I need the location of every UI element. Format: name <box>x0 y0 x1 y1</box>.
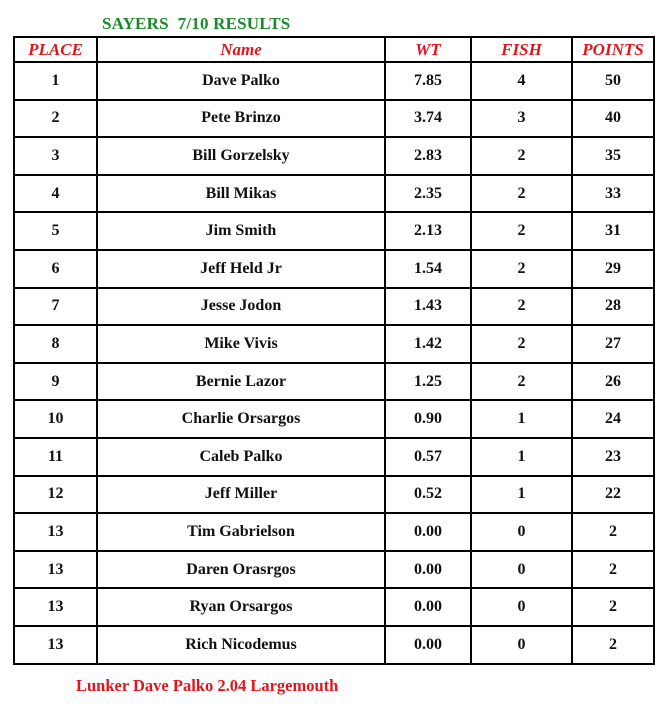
cell-place: 3 <box>14 137 97 175</box>
cell-points: 50 <box>572 62 654 100</box>
cell-wt: 0.57 <box>385 438 471 476</box>
cell-wt: 0.00 <box>385 551 471 589</box>
cell-wt: 0.00 <box>385 626 471 664</box>
table-row <box>14 626 654 664</box>
cell-fish: 2 <box>471 325 572 363</box>
cell-fish: 0 <box>471 588 572 626</box>
cell-wt: 1.25 <box>385 363 471 401</box>
cell-name: Bill Gorzelsky <box>97 137 385 175</box>
cell-fish: 3 <box>471 100 572 138</box>
cell-points: 40 <box>572 100 654 138</box>
results-body <box>14 62 654 664</box>
cell-name: Daren Orasrgos <box>97 551 385 589</box>
cell-points: 27 <box>572 325 654 363</box>
table-row <box>14 400 654 438</box>
cell-place: 7 <box>14 288 97 326</box>
cell-place: 12 <box>14 476 97 514</box>
table-row <box>14 175 654 213</box>
header-row <box>14 37 654 62</box>
table-row <box>14 62 654 100</box>
table-row <box>14 212 654 250</box>
cell-wt: 0.00 <box>385 588 471 626</box>
cell-fish: 2 <box>471 363 572 401</box>
table-row <box>14 325 654 363</box>
cell-points: 2 <box>572 626 654 664</box>
column-header-fish: FISH <box>471 37 572 62</box>
cell-wt: 1.43 <box>385 288 471 326</box>
cell-name: Caleb Palko <box>97 438 385 476</box>
cell-fish: 2 <box>471 212 572 250</box>
cell-name: Jesse Jodon <box>97 288 385 326</box>
cell-place: 4 <box>14 175 97 213</box>
cell-place: 9 <box>14 363 97 401</box>
cell-place: 6 <box>14 250 97 288</box>
cell-name: Jim Smith <box>97 212 385 250</box>
cell-points: 26 <box>572 363 654 401</box>
cell-name: Ryan Orsargos <box>97 588 385 626</box>
cell-wt: 0.90 <box>385 400 471 438</box>
table-row <box>14 100 654 138</box>
table-row <box>14 438 654 476</box>
cell-place: 10 <box>14 400 97 438</box>
cell-points: 2 <box>572 551 654 589</box>
table-row <box>14 551 654 589</box>
lunker-note: Lunker Dave Palko 2.04 Largemouth <box>76 676 339 695</box>
cell-place: 13 <box>14 626 97 664</box>
column-header-place: PLACE <box>14 37 97 62</box>
cell-place: 13 <box>14 551 97 589</box>
cell-points: 29 <box>572 250 654 288</box>
table-row <box>14 513 654 551</box>
cell-wt: 1.42 <box>385 325 471 363</box>
cell-fish: 0 <box>471 626 572 664</box>
cell-place: 11 <box>14 438 97 476</box>
table-row <box>14 250 654 288</box>
cell-name: Pete Brinzo <box>97 100 385 138</box>
cell-name: Mike Vivis <box>97 325 385 363</box>
cell-name: Dave Palko <box>97 62 385 100</box>
table-row <box>14 363 654 401</box>
cell-points: 23 <box>572 438 654 476</box>
cell-points: 2 <box>572 588 654 626</box>
cell-points: 31 <box>572 212 654 250</box>
cell-wt: 1.54 <box>385 250 471 288</box>
cell-points: 33 <box>572 175 654 213</box>
column-header-name: Name <box>97 37 385 62</box>
cell-name: Jeff Miller <box>97 476 385 514</box>
cell-fish: 2 <box>471 137 572 175</box>
cell-wt: 0.52 <box>385 476 471 514</box>
cell-place: 8 <box>14 325 97 363</box>
cell-fish: 2 <box>471 288 572 326</box>
cell-wt: 0.00 <box>385 513 471 551</box>
cell-name: Bill Mikas <box>97 175 385 213</box>
cell-place: 5 <box>14 212 97 250</box>
cell-name: Bernie Lazor <box>97 363 385 401</box>
cell-name: Charlie Orsargos <box>97 400 385 438</box>
cell-name: Jeff Held Jr <box>97 250 385 288</box>
cell-fish: 1 <box>471 438 572 476</box>
column-header-wt: WT <box>385 37 471 62</box>
table-row <box>14 588 654 626</box>
table-row <box>14 476 654 514</box>
column-header-points: POINTS <box>572 37 654 62</box>
cell-points: 22 <box>572 476 654 514</box>
cell-place: 13 <box>14 513 97 551</box>
cell-place: 13 <box>14 588 97 626</box>
cell-fish: 1 <box>471 476 572 514</box>
cell-points: 24 <box>572 400 654 438</box>
cell-wt: 2.83 <box>385 137 471 175</box>
cell-fish: 4 <box>471 62 572 100</box>
cell-fish: 0 <box>471 551 572 589</box>
cell-fish: 0 <box>471 513 572 551</box>
cell-fish: 1 <box>471 400 572 438</box>
cell-points: 2 <box>572 513 654 551</box>
cell-name: Rich Nicodemus <box>97 626 385 664</box>
cell-place: 1 <box>14 62 97 100</box>
table-row <box>14 288 654 326</box>
cell-points: 28 <box>572 288 654 326</box>
cell-points: 35 <box>572 137 654 175</box>
results-table <box>13 36 655 665</box>
cell-wt: 2.13 <box>385 212 471 250</box>
cell-name: Tim Gabrielson <box>97 513 385 551</box>
cell-fish: 2 <box>471 175 572 213</box>
cell-place: 2 <box>14 100 97 138</box>
results-title: SAYERS 7/10 RESULTS <box>102 14 291 33</box>
table-row <box>14 137 654 175</box>
cell-fish: 2 <box>471 250 572 288</box>
cell-wt: 7.85 <box>385 62 471 100</box>
cell-wt: 3.74 <box>385 100 471 138</box>
cell-wt: 2.35 <box>385 175 471 213</box>
